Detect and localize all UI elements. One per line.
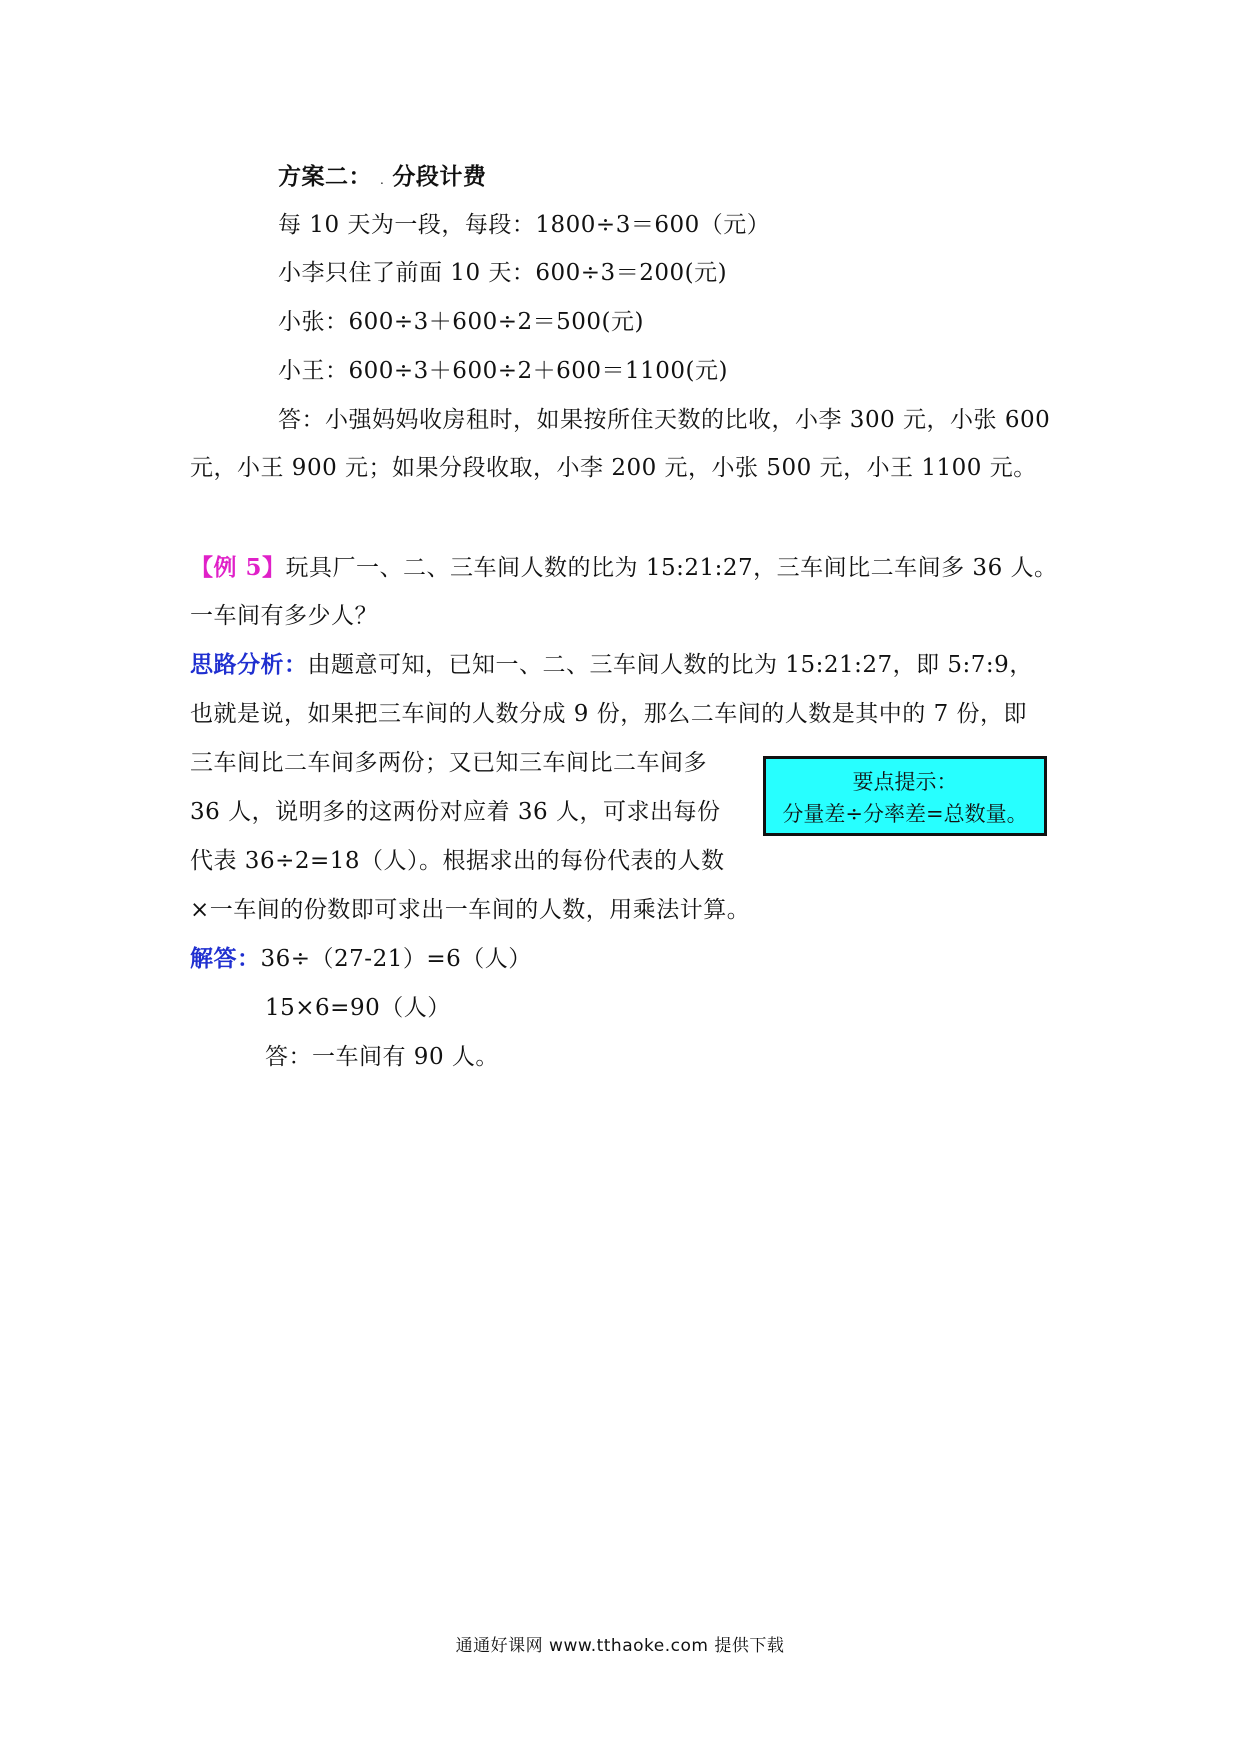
example5-label: 【例 5】 — [190, 554, 286, 581]
tip-title: 要点提示： — [852, 770, 958, 794]
analysis-text-1: 由题意可知，已知一、二、三车间人数的比为 15:21:27，即 5:7:9， — [307, 652, 1033, 678]
analysis-line-2: 也就是说，如果把三车间的人数分成 9 份，那么二车间的人数是其中的 7 份，即 — [190, 701, 1028, 727]
solution-line-2: 15×6=90（人） — [265, 995, 451, 1021]
plan2-answer-line-2: 元，小王 900 元；如果分段收取，小李 200 元，小张 500 元，小王 1100 元。 — [190, 455, 1037, 481]
analysis-line-5: 代表 36÷2=18（人）。根据求出的每份代表的人数 — [190, 848, 725, 874]
plan2-line-1: 每 10 天为一段，每段：1800÷3＝600（元） — [278, 212, 771, 238]
plan2-line-3: 小张：600÷3＋600÷2＝500(元) — [278, 309, 644, 335]
plan2-heading-title: 分段计费 — [392, 163, 487, 190]
tip-text: 分量差÷分率差=总数量。 — [782, 802, 1028, 826]
solution-answer: 答：一车间有 90 人。 — [265, 1044, 499, 1070]
analysis-line-6: ×一车间的份数即可求出一车间的人数，用乘法计算。 — [190, 897, 751, 923]
solution-label: 解答： — [190, 945, 261, 972]
plan2-answer-line-1: 答：小强妈妈收房租时，如果按所住天数的比收，小李 300 元，小张 600 — [278, 407, 1051, 433]
analysis-line-1 — [190, 650, 1033, 680]
example5-question-text: 玩具厂一、二、三车间人数的比为 15:21:27，三车间比二车间多 36 人。 — [285, 555, 1058, 581]
plan2-heading — [278, 162, 486, 195]
analysis-line-3: 三车间比二车间多两份；又已知三车间比二车间多 — [190, 750, 707, 776]
page-footer: 通通好课网 www.tthaoke.com 提供下载 — [455, 1636, 785, 1656]
example5-question-line-2: 一车间有多少人？ — [190, 603, 378, 629]
analysis-label: 思路分析： — [190, 651, 308, 678]
solution-line-1 — [190, 944, 532, 974]
plan2-heading-label: 方案二： — [278, 163, 372, 190]
plan2-line-2: 小李只住了前面 10 天：600÷3＝200(元) — [278, 260, 728, 286]
plan2-line-4: 小王：600÷3＋600÷2＋600＝1100(元) — [278, 358, 728, 384]
key-point-tip-box — [763, 756, 1047, 836]
solution-text-1: 36÷（27-21）=6（人） — [260, 946, 532, 972]
analysis-line-4: 36 人，说明多的这两份对应着 36 人，可求出每份 — [190, 799, 721, 825]
plan2-heading-mark: . — [380, 173, 385, 187]
example5-question-line-1 — [190, 553, 1058, 583]
